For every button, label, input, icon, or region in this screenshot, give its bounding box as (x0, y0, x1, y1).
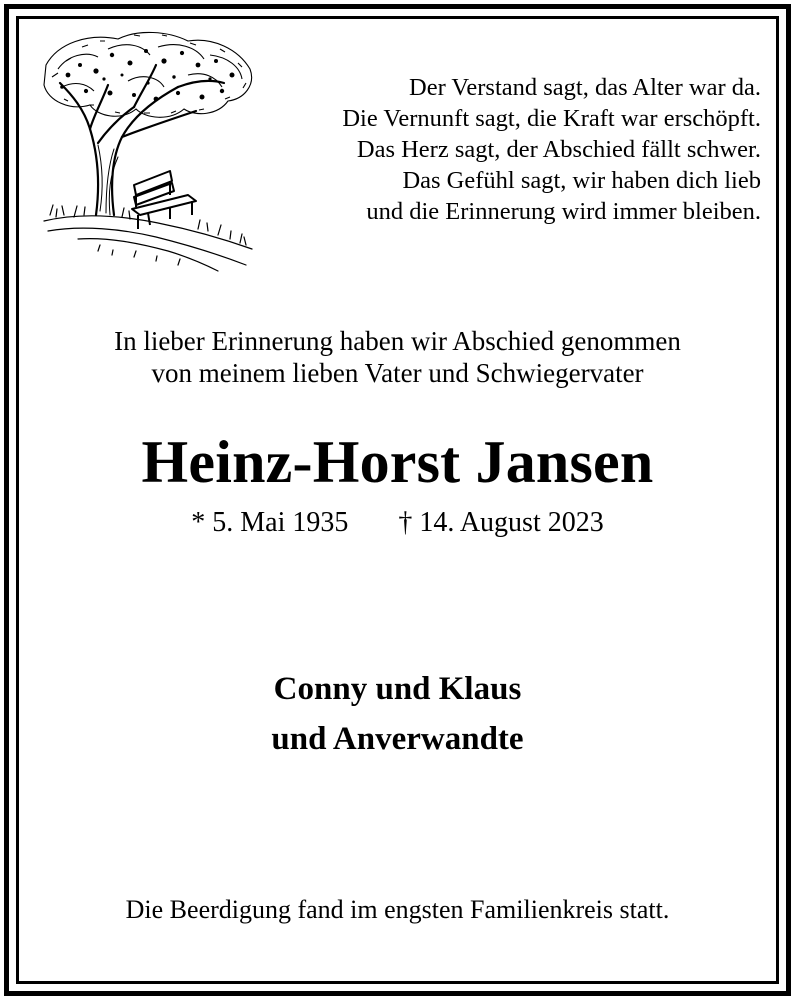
mourners (0, 664, 795, 764)
mourners-line-2: und Anverwandte (271, 721, 524, 757)
mourners-line-1: Conny und Klaus (273, 671, 522, 707)
poem-line: Das Gefühl sagt, wir haben dich lieb (402, 167, 761, 194)
funeral-note: Die Beerdigung fand im engsten Familienkreis statt. (125, 895, 670, 924)
intro-line-1: In lieber Erinnerung haben wir Abschied genommen (114, 326, 681, 356)
intro-line-2: von meinem lieben Vater und Schwiegervater (151, 358, 644, 388)
poem-line: Der Verstand sagt, das Alter war da. (409, 74, 761, 101)
poem-line: Das Herz sagt, der Abschied fällt schwer. (356, 136, 761, 163)
deceased-name: Heinz-Horst Jansen (141, 429, 654, 495)
poem-line: und die Erinnerung wird immer bleiben. (366, 198, 761, 225)
poem-line: Die Vernunft sagt, die Kraft war erschöpft. (342, 105, 761, 132)
birth-date: * 5. Mai 1935 (191, 507, 349, 538)
intro-text (0, 325, 795, 389)
poem (241, 72, 761, 227)
death-date: † 14. August 2023 (398, 507, 604, 538)
life-dates (0, 505, 795, 541)
tree-bench-illustration (38, 25, 260, 273)
